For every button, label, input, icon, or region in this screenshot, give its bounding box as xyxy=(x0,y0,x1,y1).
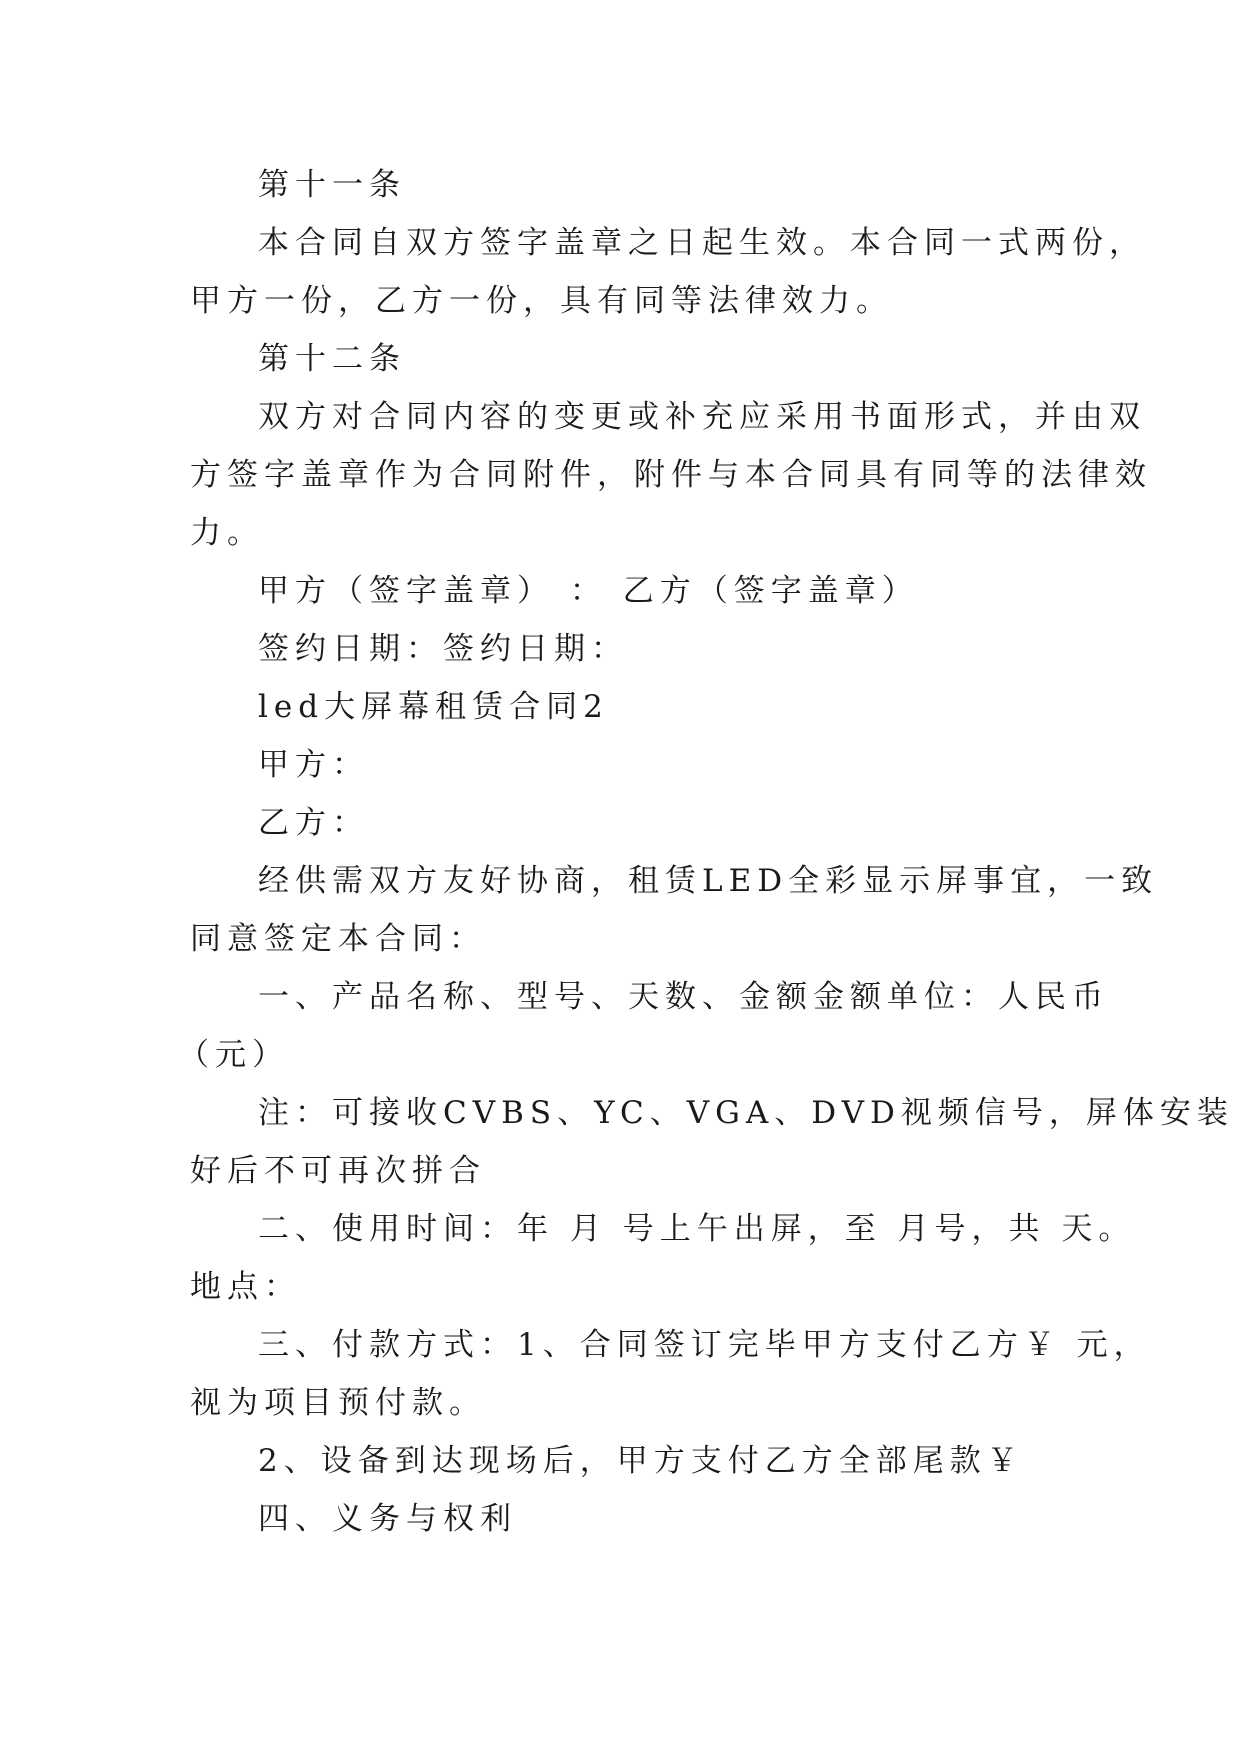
party-b-line: 乙方： xyxy=(258,805,369,841)
paragraph-line: 好后不可再次拼合 xyxy=(190,1153,486,1189)
signature-line: 甲方（签字盖章） ： 乙方（签字盖章） xyxy=(258,573,919,609)
paragraph-line: 甲方一份，乙方一份，具有同等法律效力。 xyxy=(190,283,893,319)
paragraph-line: 本合同自双方签字盖章之日起生效。本合同一式两份， xyxy=(258,225,1146,261)
section-2-heading: 二、使用时间：年 月 号上午出屏，至 月号，共 天。 xyxy=(258,1211,1136,1247)
sign-date-line: 签约日期：签约日期： xyxy=(258,631,628,667)
note-line: 注：可接收CVBS、YC、VGA、DVD视频信号，屏体安装 xyxy=(258,1095,1234,1131)
section-3-heading: 三、付款方式：1、合同签订完毕甲方支付乙方￥ 元， xyxy=(258,1327,1151,1363)
paragraph-line: 同意签定本合同： xyxy=(190,921,486,957)
contract-title: led大屏幕租赁合同2 xyxy=(258,689,609,725)
article-12-heading: 第十二条 xyxy=(258,341,406,377)
party-a-line: 甲方： xyxy=(258,747,369,783)
paragraph-line: 地点： xyxy=(190,1269,301,1305)
paragraph-line: 经供需双方友好协商，租赁LED全彩显示屏事宜，一致 xyxy=(258,863,1159,899)
paragraph-line: 力。 xyxy=(190,515,264,551)
section-4-heading: 四、义务与权利 xyxy=(258,1501,517,1537)
paragraph-line: 方签字盖章作为合同附件，附件与本合同具有同等的法律效 xyxy=(190,457,1152,493)
section-1-heading: 一、产品名称、型号、天数、金额金额单位：人民币 xyxy=(258,979,1109,1015)
paragraph-line: （元） xyxy=(178,1037,289,1073)
article-11-heading: 第十一条 xyxy=(258,167,406,203)
paragraph-line: 视为项目预付款。 xyxy=(190,1385,486,1421)
paragraph-line: 2、设备到达现场后，甲方支付乙方全部尾款￥ xyxy=(258,1443,1024,1479)
paragraph-line: 双方对合同内容的变更或补充应采用书面形式，并由双 xyxy=(258,399,1146,435)
